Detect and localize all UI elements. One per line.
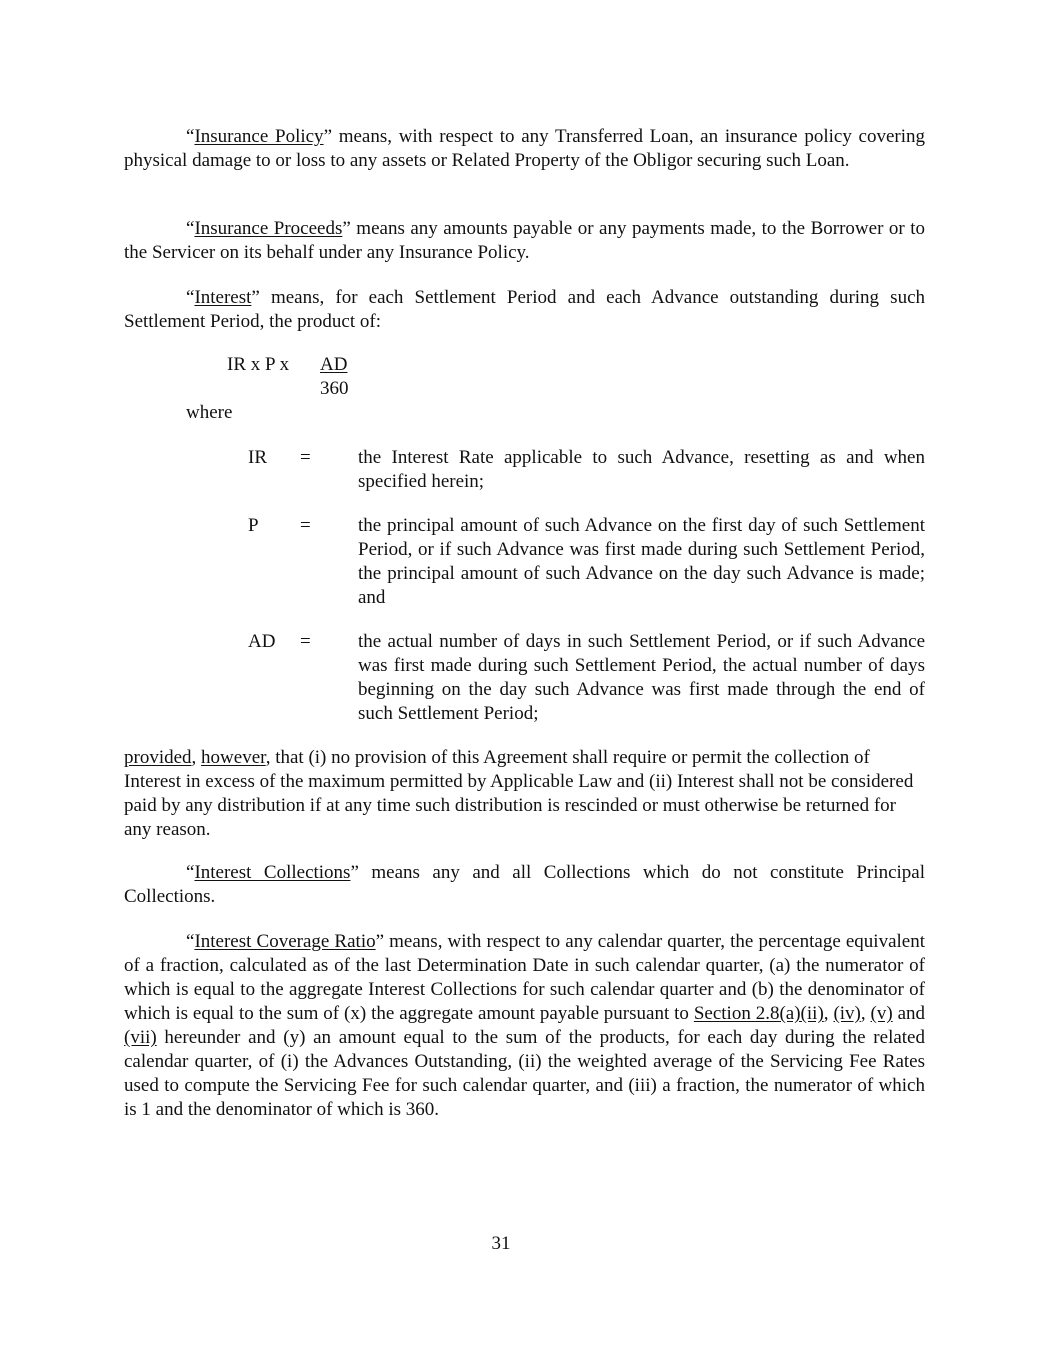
- interest-formula: [227, 353, 427, 403]
- definition-text: ” means, for each Settlement Period and each Advance outstanding during such Settlement Period, the product of:: [124, 287, 925, 332]
- open-quote: “: [186, 218, 195, 239]
- separator: ,: [860, 1003, 871, 1024]
- proviso-comma: ,: [191, 747, 202, 768]
- clause-reference-v: (v): [870, 1003, 893, 1024]
- equals-sign: =: [300, 447, 311, 468]
- where-label: where: [186, 402, 233, 423]
- proviso-paragraph: [124, 746, 925, 842]
- equals-sign: =: [300, 515, 311, 536]
- definition-text: ” means any and all Collections which do not constitute Principal Collections.: [124, 862, 926, 907]
- definition-insurance-policy: [124, 125, 925, 173]
- defined-term-interest-collections: Interest Collections: [194, 862, 351, 883]
- definition-text: ” means any amounts payable or any payments made, to the Borrower or to the Servicer on its behalf under any Insurance Policy.: [124, 218, 926, 263]
- open-quote: “: [186, 862, 195, 883]
- defined-term-insurance-proceeds: Insurance Proceeds: [194, 218, 343, 239]
- section-reference: Section 2.8(a)(ii): [693, 1003, 824, 1024]
- definition-insurance-proceeds: [124, 217, 925, 265]
- definition-interest-coverage-ratio: [124, 930, 925, 1122]
- proviso-however: however: [201, 747, 266, 768]
- definition-text: ” means, with respect to any Transferred Loan, an insurance policy covering physical damage to or loss to any assets or Related Property of the Obligor securing such Loan.: [124, 126, 926, 171]
- definition-interest-collections: [124, 861, 925, 909]
- definition-text-part-b: hereunder and (y) an amount equal to the sum of the products, for each day during the related calendar quarter, of (i) the Advances Outstanding, (ii) the weighted average of the Servicing Fee Rates used to compute the Servicing Fee for such calendar quarter, and (iii) a fraction, the numerator of which is 1 and the denominator of which is 360.: [124, 1027, 925, 1120]
- open-quote: “: [186, 287, 195, 308]
- clause-reference-vii: (vii): [124, 1027, 157, 1048]
- separator: ,: [823, 1003, 834, 1024]
- open-quote: “: [186, 126, 195, 147]
- separator: and: [892, 1003, 926, 1024]
- variable-symbol: AD: [248, 631, 276, 652]
- clause-reference-iv: (iv): [833, 1003, 861, 1024]
- formula-numerator: AD: [320, 354, 348, 375]
- formula-lhs: IR x P x: [227, 354, 290, 375]
- formula-denominator: 360: [320, 378, 349, 399]
- variable-symbol: P: [248, 515, 259, 536]
- proviso-text: , that (i) no provision of this Agreement shall require or permit the collection of Interest in excess of the maximum permitted by Applicable Law and (ii) Interest shall not be considered paid by any distribution if at any time such distribution is rescinded or must otherwise be returned for any reason.: [124, 747, 914, 840]
- variable-description: the principal amount of such Advance on the first day of such Settlement Period, or if such Advance was first made during such Settlement Period, the principal amount of such Advance on the day such Advance is made; and: [358, 515, 925, 608]
- open-quote: “: [186, 931, 195, 952]
- proviso-provided: provided: [124, 747, 192, 768]
- defined-term-insurance-policy: Insurance Policy: [194, 126, 324, 147]
- definition-text-part-a: ” means, with respect to any calendar quarter, the percentage equivalent of a fraction, calculated as of the last Determination Date in such calendar quarter, (a) the numerator of which is equal to the aggregate Interest Collections for such calendar quarter and (b) the denominator of which is equal to the sum of (x) the aggregate amount payable pursuant to: [124, 931, 926, 1024]
- variable-description: the Interest Rate applicable to such Advance, resetting as and when specified herein;: [358, 447, 925, 492]
- variable-description: the actual number of days in such Settlement Period, or if such Advance was first made during such Settlement Period, the actual number of days beginning on the day such Advance was first made through the end of such Settlement Period;: [358, 631, 925, 724]
- page-number: 31: [491, 1233, 511, 1254]
- equals-sign: =: [300, 631, 311, 652]
- definition-interest: [124, 286, 925, 334]
- defined-term-interest: Interest: [194, 287, 252, 308]
- variable-symbol: IR: [248, 447, 267, 468]
- defined-term-interest-coverage-ratio: Interest Coverage Ratio: [194, 931, 376, 952]
